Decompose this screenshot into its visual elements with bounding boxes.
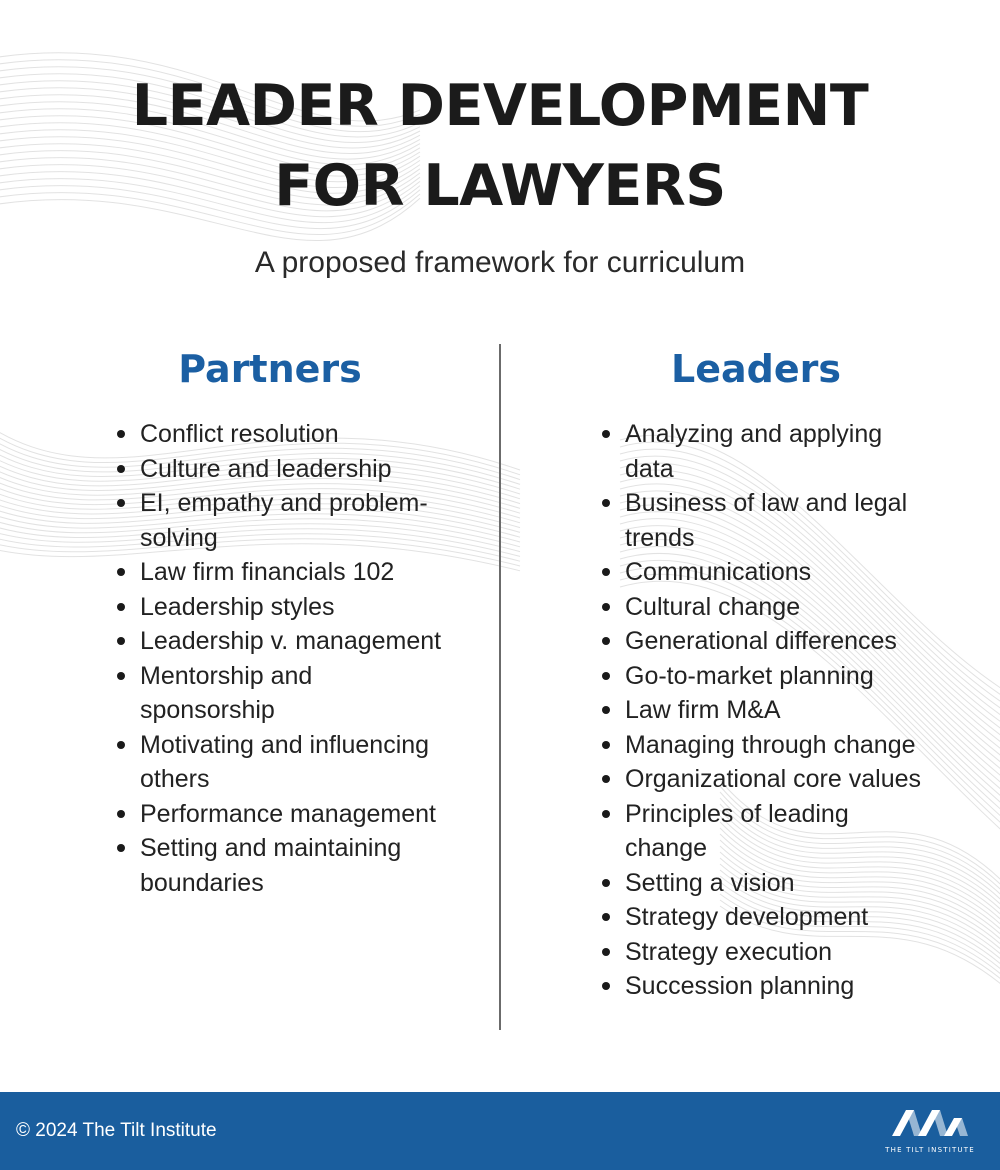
bullet-icon	[602, 568, 610, 576]
list-item	[115, 452, 445, 487]
bullet-icon	[602, 499, 610, 507]
bullet-icon	[602, 982, 610, 990]
list-item-label: Conflict resolution	[140, 420, 339, 448]
bullet-icon	[117, 499, 125, 507]
list-item	[600, 762, 930, 797]
list-item-label: EI, empathy and problem-solving	[140, 489, 428, 552]
bullet-icon	[117, 844, 125, 852]
tilt-institute-logo	[880, 1106, 980, 1164]
copyright-text: © 2024 The Tilt Institute	[16, 1120, 217, 1141]
list-item	[600, 590, 930, 625]
list-item	[115, 659, 445, 728]
logo-wordmark: THE TILT INSTITUTE	[885, 1146, 975, 1154]
bullet-icon	[602, 913, 610, 921]
bullet-icon	[117, 430, 125, 438]
list-item	[115, 624, 445, 659]
list-item-label: Managing through change	[625, 730, 916, 759]
list-item-label: Law firm financials 102	[140, 558, 395, 586]
list-item-label: Analyzing and applying data	[625, 420, 883, 483]
bullet-icon	[602, 672, 610, 680]
list-item-label: Law firm M&A	[625, 696, 781, 724]
list-item	[115, 728, 445, 797]
list-item-label: Culture and leadership	[140, 454, 392, 483]
list-item	[115, 590, 445, 625]
bullet-icon	[602, 948, 610, 956]
bullet-icon	[602, 879, 610, 887]
bullet-icon	[602, 741, 610, 749]
list-item	[115, 797, 445, 832]
title-line-1: LEADER DEVELOPMENT	[131, 73, 869, 139]
list-item-label: Performance management	[140, 799, 436, 828]
list-item	[115, 486, 445, 555]
list-item-label: Mentorship and sponsorship	[140, 661, 313, 724]
list-item-label: Strategy execution	[625, 937, 833, 966]
list-item-label: Generational differences	[625, 627, 897, 655]
list-item-label: Communications	[625, 558, 812, 586]
leaders-topic-list	[600, 417, 930, 1004]
bullet-icon	[602, 637, 610, 645]
list-item	[600, 900, 930, 935]
list-item-label: Setting a vision	[625, 868, 795, 897]
bullet-icon	[602, 775, 610, 783]
bullet-icon	[117, 637, 125, 645]
bullet-icon	[117, 603, 125, 611]
bullet-icon	[602, 706, 610, 714]
list-item-label: Cultural change	[625, 592, 801, 621]
list-item-label: Motivating and influencing others	[140, 730, 430, 793]
list-item	[115, 417, 445, 452]
tilt-institute-logo-icon	[892, 1106, 968, 1140]
list-item	[600, 486, 930, 555]
page-title	[0, 66, 1000, 226]
list-item-label: Succession planning	[625, 972, 855, 1000]
bullet-icon	[602, 810, 610, 818]
list-item	[600, 417, 930, 486]
list-item-label: Leadership v. management	[140, 627, 442, 655]
list-item-label: Go-to-market planning	[625, 661, 874, 690]
list-item	[600, 659, 930, 694]
bullet-icon	[117, 465, 125, 473]
bullet-icon	[117, 741, 125, 749]
list-item	[600, 797, 930, 866]
title-line-2: FOR LAWYERS	[274, 153, 726, 219]
list-item	[600, 866, 930, 901]
bullet-icon	[117, 672, 125, 680]
footer-bar	[0, 1092, 1000, 1170]
partners-heading: Partners	[178, 347, 362, 391]
list-item	[600, 969, 930, 1004]
list-item	[115, 555, 445, 590]
bullet-icon	[602, 430, 610, 438]
list-item-label: Business of law and legal trends	[625, 489, 908, 552]
list-item-label: Leadership styles	[140, 592, 335, 621]
partners-topic-list	[115, 417, 445, 900]
list-item	[600, 728, 930, 763]
list-item	[115, 831, 445, 900]
list-item-label: Principles of leading change	[625, 799, 849, 862]
list-item	[600, 624, 930, 659]
leaders-heading: Leaders	[671, 347, 841, 391]
list-item	[600, 555, 930, 590]
column-divider	[499, 344, 501, 1030]
bullet-icon	[117, 568, 125, 576]
list-item-label: Organizational core values	[625, 765, 921, 793]
list-item	[600, 935, 930, 970]
bullet-icon	[602, 603, 610, 611]
list-item-label: Setting and maintaining boundaries	[140, 834, 402, 897]
list-item	[600, 693, 930, 728]
page-subtitle: A proposed framework for curriculum	[254, 246, 746, 279]
list-item-label: Strategy development	[625, 903, 869, 931]
bullet-icon	[117, 810, 125, 818]
